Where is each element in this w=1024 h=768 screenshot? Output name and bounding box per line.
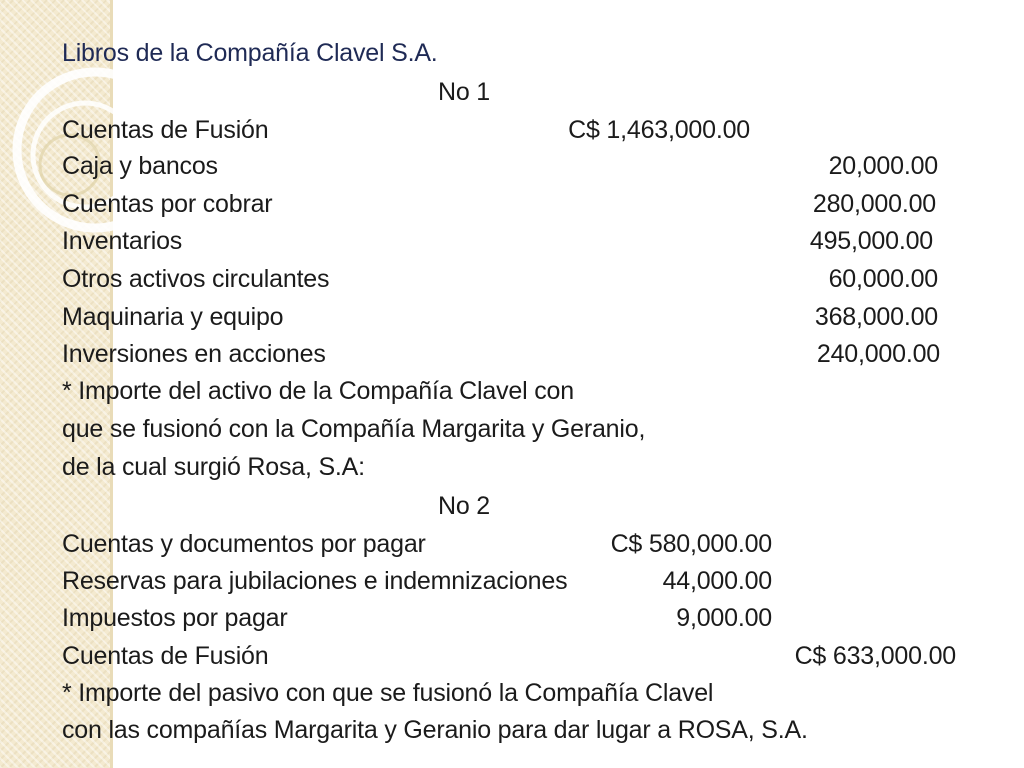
entry2-number: No 2	[438, 492, 491, 520]
entry2-debit-amount: 44,000.00	[662, 567, 772, 595]
entry1-credit-label: Cuentas por cobrar	[62, 190, 273, 218]
entry1-credit-amount: 60,000.00	[828, 265, 938, 293]
entry2-credit-label: Cuentas de Fusión	[62, 642, 269, 670]
entry1-credit-label: Caja y bancos	[62, 152, 218, 180]
entry2-note-line: con las compañías Margarita y Geranio para dar lugar a ROSA, S.A.	[62, 716, 808, 744]
entry1-note-line: * Importe del activo de la Compañía Clavel con	[62, 377, 574, 405]
entry1-credit-label: Maquinaria y equipo	[62, 303, 284, 331]
entry1-credit-amount: 240,000.00	[816, 340, 940, 368]
entry1-note-line: de la cual surgió Rosa, S.A:	[62, 453, 365, 481]
entry1-number: No 1	[438, 78, 491, 106]
entry2-note-line: * Importe del pasivo con que se fusionó la Compañía Clavel	[62, 679, 714, 707]
entry1-credit-label: Otros activos circulantes	[62, 265, 330, 293]
entry1-credit-label: Inversiones en acciones	[62, 340, 326, 368]
entry2-debit-amount: 9,000.00	[676, 604, 772, 632]
entry1-credit-label: Inventarios	[62, 227, 183, 255]
entry1-credit-amount: 368,000.00	[814, 303, 938, 331]
entry2-debit-amount: C$ 580,000.00	[610, 530, 772, 558]
entry2-credit-amount: C$ 633,000.00	[794, 642, 956, 670]
entry1-credit-amount: 495,000.00	[809, 227, 933, 255]
entry2-debit-label: Reservas para jubilaciones e indemnizaciones	[62, 567, 568, 595]
entry1-credit-amount: 20,000.00	[828, 152, 938, 180]
entry1-debit-amount: C$ 1,463,000.00	[568, 116, 750, 144]
entry1-credit-amount: 280,000.00	[812, 190, 936, 218]
entry1-note-line: que se fusionó con la Compañía Margarita y Geranio,	[62, 415, 646, 443]
document-title: Libros de la Compañía Clavel S.A.	[62, 39, 438, 67]
entry2-debit-label: Cuentas y documentos por pagar	[62, 530, 426, 558]
entry1-debit-label: Cuentas de Fusión	[62, 116, 269, 144]
entry2-debit-label: Impuestos por pagar	[62, 604, 288, 632]
